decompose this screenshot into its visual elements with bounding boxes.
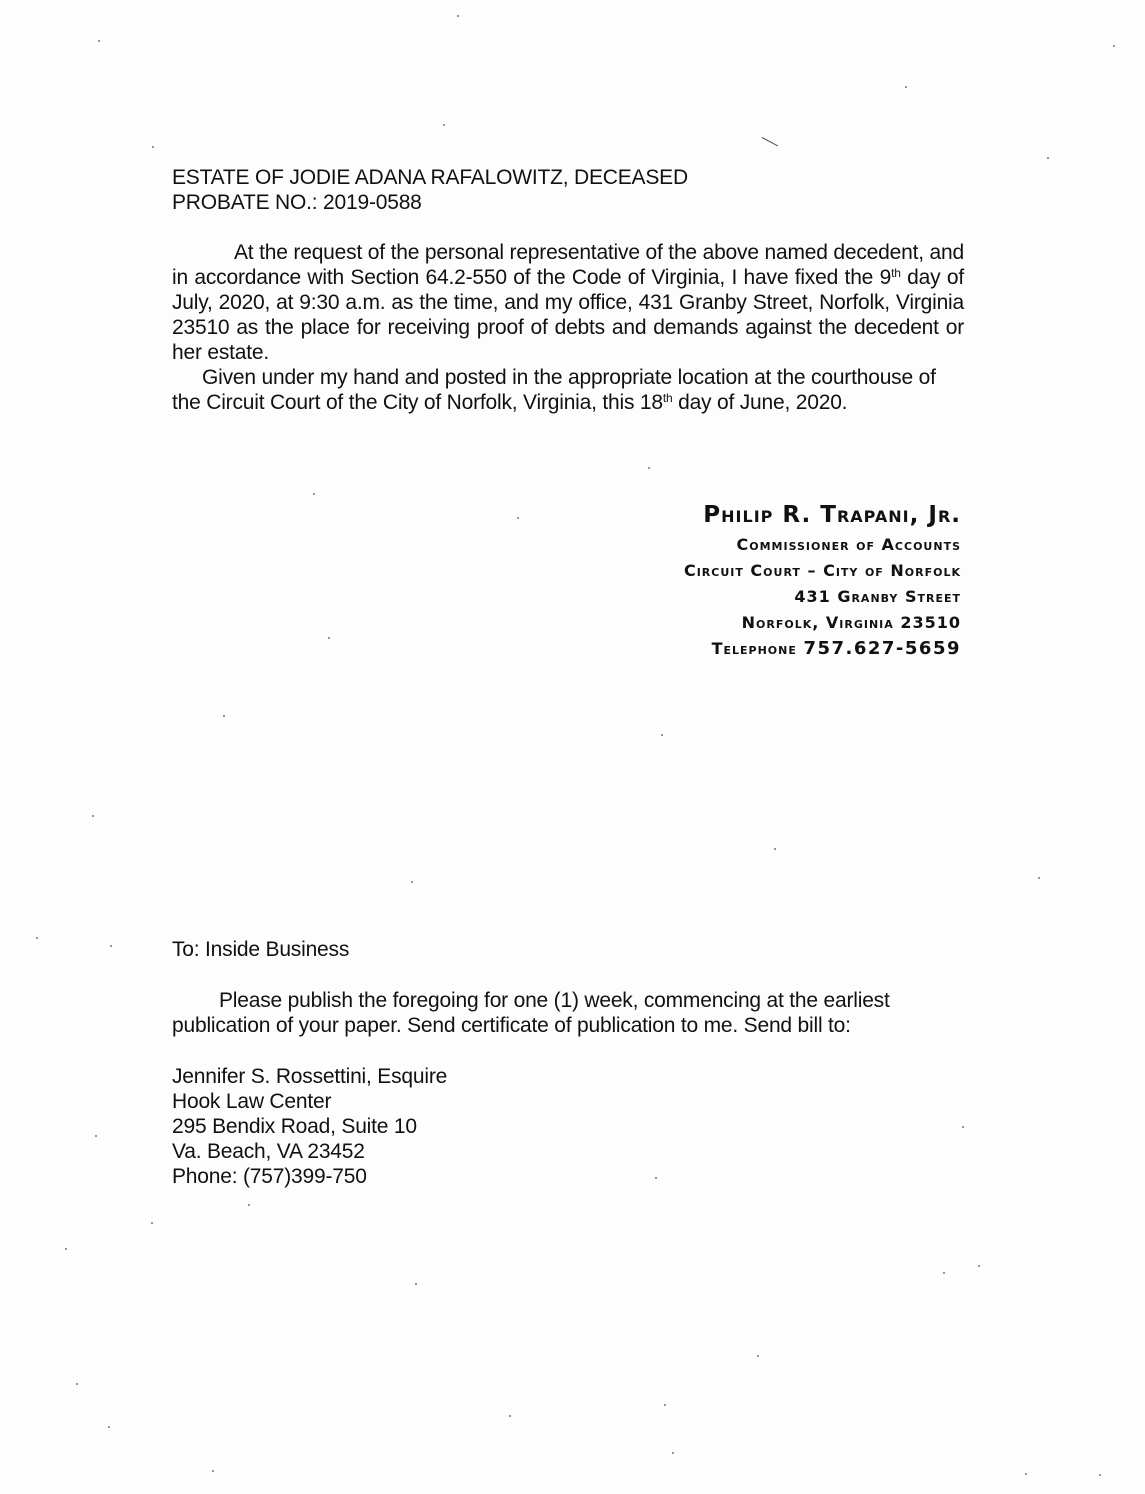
scan-speck — [415, 1283, 417, 1285]
signatory-title: Commissioner of Accounts — [736, 535, 961, 554]
bill-to-street: 295 Bendix Road, Suite 10 — [172, 1115, 417, 1138]
scan-speck — [1025, 1473, 1027, 1475]
scan-speck — [98, 40, 100, 42]
scan-speck — [978, 1265, 980, 1267]
scan-speck — [457, 15, 459, 17]
scan-speck — [328, 637, 330, 639]
para1-superscript: th — [891, 266, 901, 280]
scan-speck — [509, 1415, 511, 1417]
signatory-name: Philip R. Trapani, Jr. — [703, 502, 961, 528]
para2-text-end: day of June, 2020. — [672, 391, 848, 414]
scan-speck — [664, 1404, 666, 1406]
scan-speck — [108, 1426, 110, 1428]
scan-speck — [95, 1135, 97, 1137]
scan-speck — [661, 734, 663, 736]
scan-artifact — [762, 137, 778, 146]
scan-speck — [1038, 877, 1040, 879]
notice-paragraph-2 — [172, 365, 964, 415]
scan-speck — [76, 1383, 78, 1385]
recipient-line: To: Inside Business — [172, 938, 350, 961]
scan-speck — [905, 86, 907, 88]
scan-speck — [411, 881, 413, 883]
notice-body — [172, 240, 964, 415]
bill-to-address — [172, 1064, 447, 1189]
scan-speck — [212, 1470, 214, 1472]
estate-title: ESTATE OF JODIE ADANA RAFALOWITZ, DECEASED — [172, 166, 688, 189]
scan-speck — [672, 1452, 674, 1454]
scan-speck — [1047, 157, 1049, 159]
scan-speck — [223, 715, 225, 717]
phone-label: Telephone — [711, 639, 797, 658]
scan-speck — [517, 517, 519, 519]
signature-block — [684, 500, 961, 662]
scan-speck — [443, 124, 445, 126]
scan-speck — [757, 1355, 759, 1357]
para1-text-start: At the request of the personal representative of the above named decedent, and in accordance with Section 64.2-550 of the Code of Virginia, I have fixed the 9 — [172, 241, 964, 289]
scan-speck — [943, 1272, 945, 1274]
bill-to-city: Va. Beach, VA 23452 — [172, 1140, 365, 1163]
scan-speck — [92, 815, 94, 817]
para1-text-end: day of July, 2020, at 9:30 a.m. as the time, and my office, 431 Granby Street, Norfolk, Virginia 23510 as the place for receiving proof of debts and demands against the decedent or her estate. — [172, 266, 964, 364]
para2-superscript: th — [662, 391, 673, 405]
scan-speck — [774, 848, 776, 850]
scan-speck — [655, 1177, 657, 1179]
phone-number: 757.627-5659 — [803, 638, 961, 659]
signatory-street: 431 Granby Street — [794, 587, 961, 606]
scan-speck — [110, 945, 112, 947]
scan-speck — [248, 1204, 250, 1206]
bill-to-phone: Phone: (757)399-750 — [172, 1165, 367, 1188]
bill-to-name: Jennifer S. Rossettini, Esquire — [172, 1065, 448, 1088]
scan-speck — [152, 146, 154, 148]
signatory-city: Norfolk, Virginia 23510 — [741, 613, 961, 632]
para2-text-start: Given under my hand and posted in the appropriate location at the courthouse of the Circuit Court of the City of Norfolk, Virginia, this 18 — [172, 366, 936, 414]
publication-request: Please publish the foregoing for one (1) week, commencing at the earliest publication of your paper. Send certificate of publication to me. Send bill to: — [172, 989, 890, 1037]
scan-speck — [151, 1222, 153, 1224]
probate-number: PROBATE NO.: 2019-0588 — [172, 191, 422, 214]
estate-heading — [172, 165, 688, 215]
scan-speck — [962, 1126, 964, 1128]
scan-speck — [36, 937, 38, 939]
signatory-phone — [684, 636, 961, 662]
scan-speck — [313, 493, 315, 495]
scan-speck — [648, 467, 650, 469]
scan-speck — [1099, 1474, 1101, 1476]
notice-paragraph-1 — [172, 240, 964, 365]
scan-speck — [1113, 45, 1115, 47]
bill-to-firm: Hook Law Center — [172, 1090, 332, 1113]
signatory-court: Circuit Court – City of Norfolk — [683, 561, 961, 580]
scan-speck — [65, 1248, 67, 1250]
